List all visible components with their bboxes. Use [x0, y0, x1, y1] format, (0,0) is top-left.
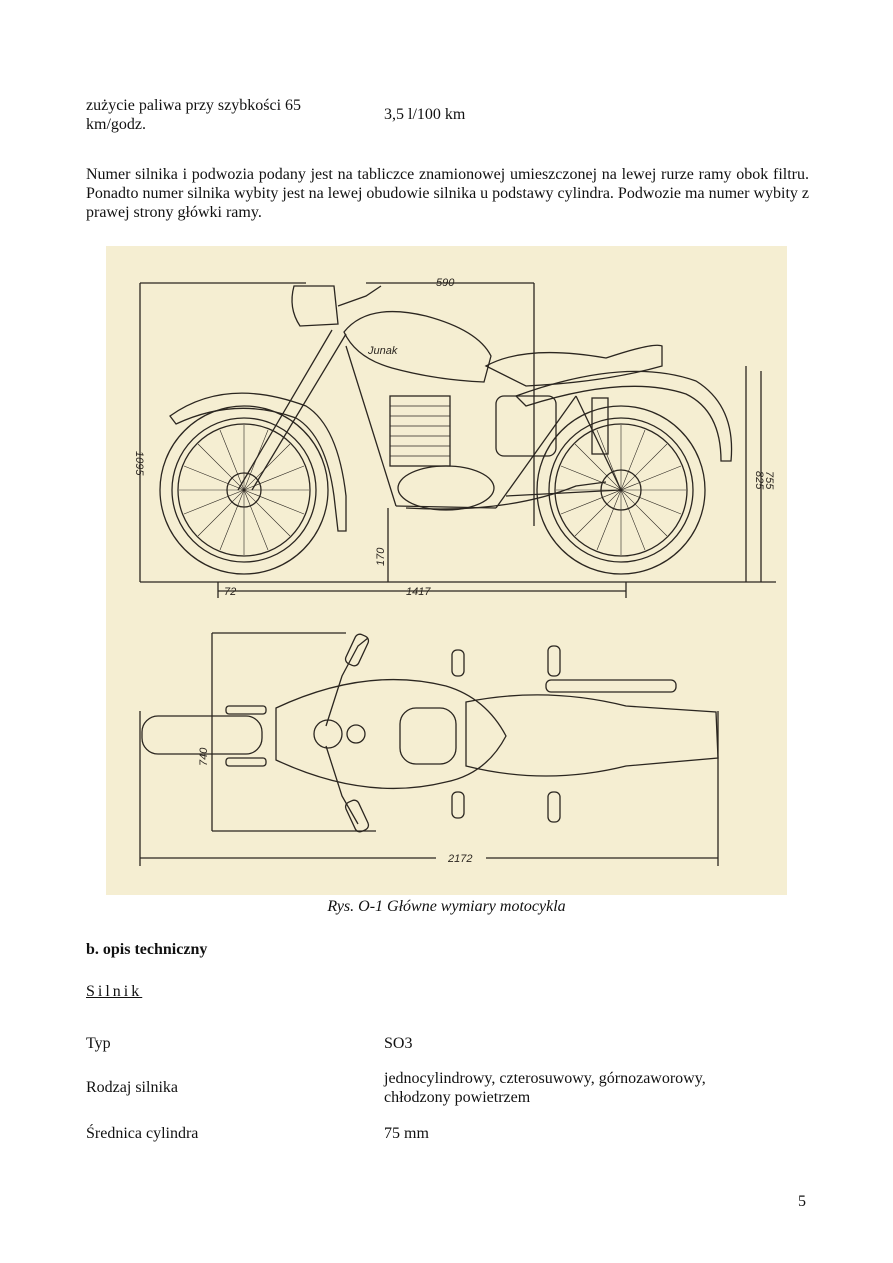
motorcycle-dimensions-figure [106, 246, 787, 895]
dim-label-rear: 755 [763, 471, 775, 490]
section-title: b. opis techniczny [86, 941, 208, 958]
fuel-tank [344, 312, 491, 382]
frame-downtube [346, 346, 396, 506]
top-footpeg-left [452, 650, 464, 676]
dim-label-height: 1095 [133, 451, 145, 476]
handlebar [338, 286, 381, 306]
fuel-consumption-value: 3,5 l/100 km [384, 106, 466, 123]
top-tank-grille [400, 708, 456, 764]
tank-brand-label: Junak [368, 345, 398, 357]
top-exhaust [546, 680, 676, 692]
dim-label-seat: 825 [753, 471, 765, 490]
dim-label-top: 590 [436, 277, 455, 289]
spec-value-bore: 75 mm [384, 1125, 429, 1142]
engine-number-paragraph: Numer silnika i podwozia podany jest na tabliczce znamionowej umieszczonej na lewej rurze ramy obok filtru. Ponadto numer silnika wybity jest na lewej obudowie silnika u podstawy cylindra. Podwozie ma numer wybity z prawej strony główki ramy. [86, 166, 809, 221]
front-fender [170, 393, 346, 531]
dim-label-offset: 72 [224, 586, 237, 598]
motorcycle-drawing [106, 246, 787, 895]
front-fork [238, 330, 332, 490]
spec-label-type: Typ [86, 1035, 111, 1052]
page-number: 5 [798, 1193, 806, 1210]
top-seat [466, 695, 718, 776]
headlight [292, 286, 338, 326]
spec-label-engine-kind: Rodzaj silnika [86, 1079, 178, 1096]
top-footpeg-right [452, 792, 464, 818]
spec-value-engine-kind: jednocylindrowy, czterosuwowy, górnozaworowy, chłodzony powietrzem [384, 1070, 706, 1106]
subsection-heading: Silnik [86, 983, 143, 1000]
spec-label-bore: Średnica cylindra [86, 1125, 199, 1142]
dim-label-clearance: 170 [375, 547, 387, 566]
engine-crankcase [398, 466, 494, 510]
front-spokes [179, 425, 309, 555]
top-fuel-tank [276, 680, 506, 789]
dim-label-total: 2172 [448, 853, 473, 865]
seat [486, 345, 662, 386]
dim-label-width: 740 [198, 747, 210, 766]
engine-cylinder [390, 396, 450, 466]
figure-caption: Rys. O-1 Główne wymiary motocykla [327, 898, 566, 915]
fuel-consumption-label: zużycie paliwa przy szybkości 65 km/godz. [86, 97, 302, 133]
dim-label-wheelbase: 1417 [406, 586, 431, 598]
top-fuel-cap [314, 720, 342, 748]
air-filter-box [496, 396, 556, 456]
spec-value-type: SO3 [384, 1035, 413, 1052]
